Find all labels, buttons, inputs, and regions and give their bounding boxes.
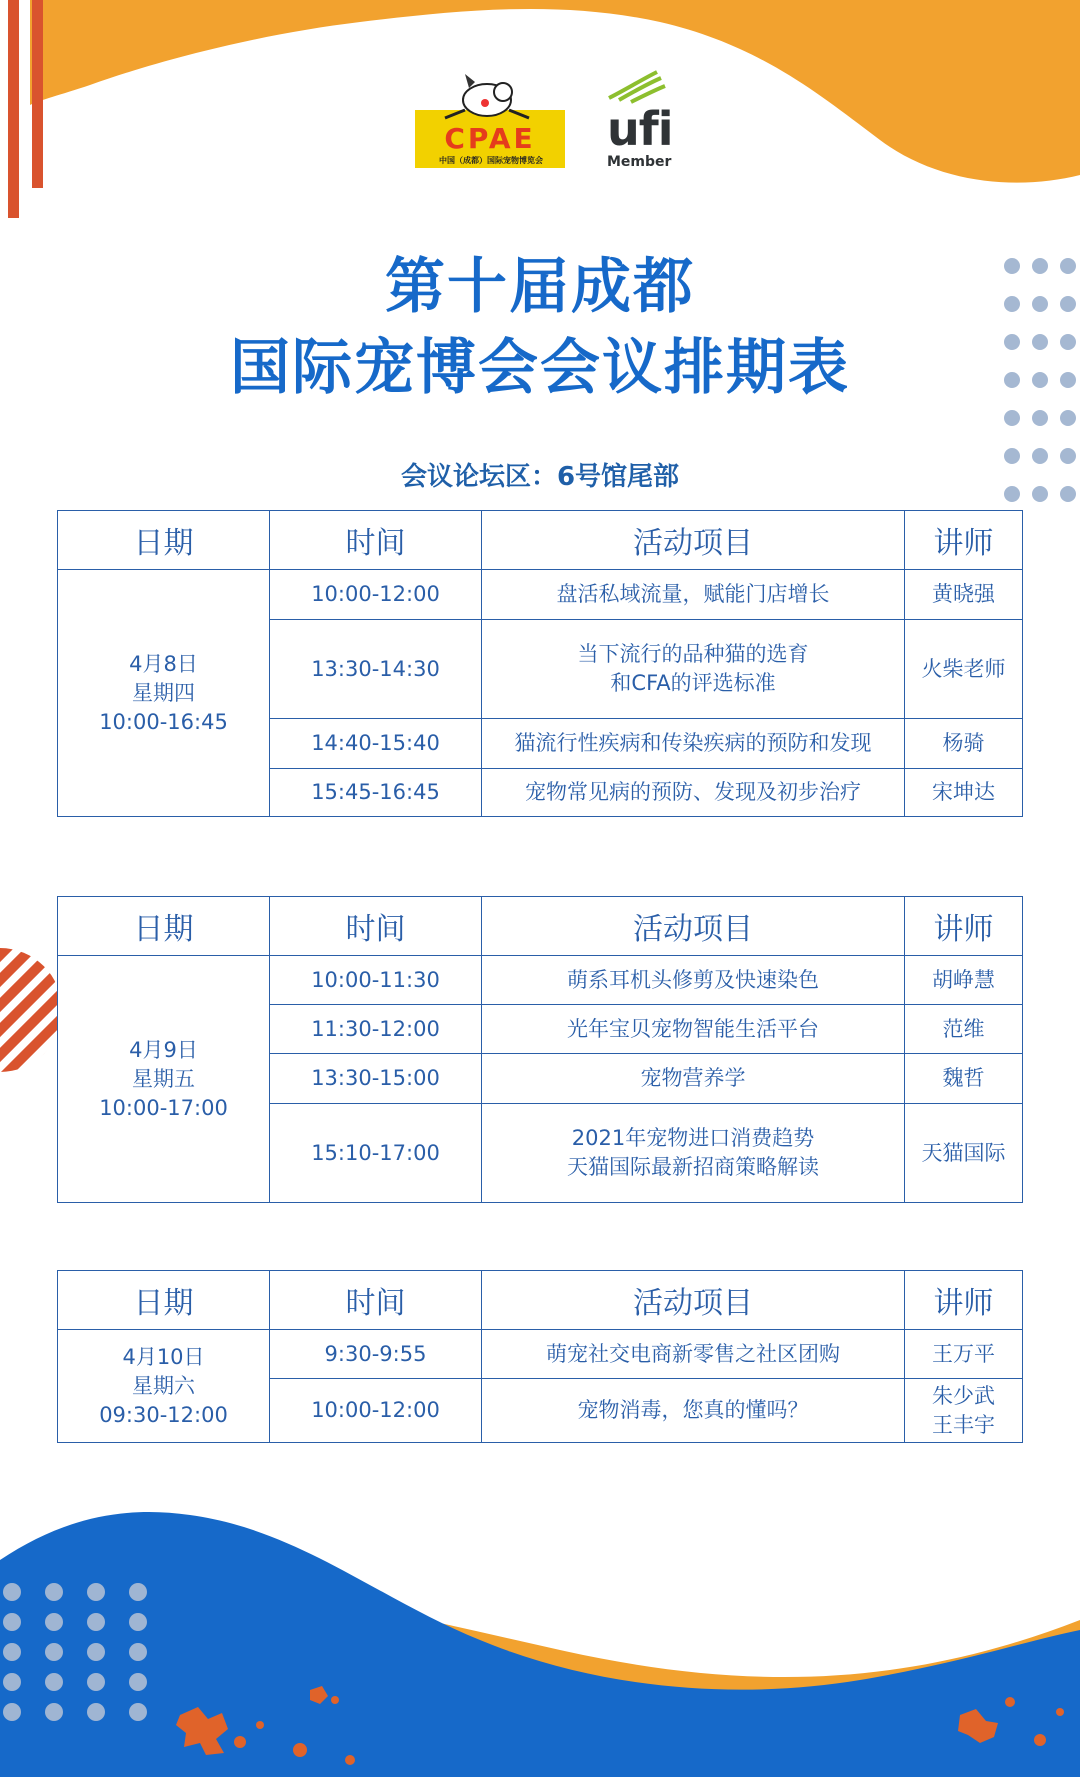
speaker-name: 范维 [942, 1016, 985, 1041]
date-cell [58, 956, 270, 1203]
hours-text: 10:00-16:45 [99, 709, 228, 734]
time-cell: 10:00-11:30 [270, 956, 482, 1005]
time-cell: 15:45-16:45 [270, 769, 482, 817]
bottom-blue-wave [0, 1512, 1080, 1777]
speaker-cell [905, 1330, 1023, 1379]
red-stripe-2 [32, 0, 43, 188]
speaker-cell [905, 1379, 1023, 1443]
header-time: 时间 [270, 897, 482, 956]
ufi-member-text: Member [607, 154, 672, 170]
header-date: 日期 [58, 1271, 270, 1330]
table-row [58, 1330, 1023, 1379]
topic-cell [482, 620, 905, 719]
weekday-text: 星期四 [132, 680, 195, 705]
logo-area [400, 70, 700, 180]
time-cell: 13:30-14:30 [270, 620, 482, 719]
time-cell: 13:30-15:00 [270, 1054, 482, 1104]
header-speaker: 讲师 [905, 897, 1023, 956]
speaker-name: 杨骑 [942, 731, 985, 755]
topic-cell [482, 1104, 905, 1203]
hours-text: 10:00-17:00 [99, 1095, 228, 1120]
table-row [58, 570, 1023, 620]
topic-line: 萌系耳机头修剪及快速染色 [567, 967, 819, 992]
hours-text: 09:30-12:00 [99, 1402, 228, 1427]
date-cell [58, 1330, 270, 1443]
ufi-logo-text: ufi [607, 102, 673, 156]
speaker-cell [905, 1054, 1023, 1104]
topic-line: 和CFA的评选标准 [610, 671, 776, 695]
speaker-name: 胡峥慧 [932, 967, 995, 992]
header-topic: 活动项目 [482, 1271, 905, 1330]
speaker-cell [905, 719, 1023, 769]
topic-cell [482, 1005, 905, 1054]
date-text: 4月8日 [129, 651, 198, 676]
speaker-cell [905, 956, 1023, 1005]
time-cell: 14:40-15:40 [270, 719, 482, 769]
topic-line: 2021年宠物进口消费趋势 [571, 1126, 815, 1150]
header-time: 时间 [270, 511, 482, 570]
time-cell: 10:00-12:00 [270, 1379, 482, 1443]
header-speaker: 讲师 [905, 511, 1023, 570]
speaker-cell [905, 1104, 1023, 1203]
red-stripe-1 [8, 0, 19, 218]
schedule-table-day3 [57, 1270, 1023, 1443]
speaker-name: 朱少武 [932, 1383, 995, 1408]
speaker-cell [905, 570, 1023, 620]
table-header-row [58, 511, 1023, 570]
topic-cell [482, 956, 905, 1005]
page-title-line2: 国际宠博会会议排期表 [230, 333, 850, 403]
header-time: 时间 [270, 1271, 482, 1330]
cpae-caption: 中国（成都）国际宠物博览会 [439, 156, 543, 165]
header-topic: 活动项目 [482, 511, 905, 570]
topic-line: 猫流行性疾病和传染疾病的预防和发现 [514, 731, 872, 755]
table-header-row [58, 897, 1023, 956]
date-cell [58, 570, 270, 817]
topic-line: 天猫国际最新招商策略解读 [567, 1155, 819, 1179]
venue-label: 会议论坛区：6号馆尾部 [400, 462, 680, 492]
table-header-row [58, 1271, 1023, 1330]
date-text: 4月10日 [122, 1344, 205, 1369]
topic-line: 宠物常见病的预防、发现及初步治疗 [525, 780, 861, 804]
header-topic: 活动项目 [482, 897, 905, 956]
speaker-name: 王万平 [932, 1341, 995, 1366]
time-cell: 15:10-17:00 [270, 1104, 482, 1203]
speaker-name: 宋坤达 [932, 780, 995, 804]
speaker-name: 魏哲 [942, 1066, 985, 1090]
weekday-text: 星期五 [132, 1066, 195, 1091]
speaker-name: 黄晓强 [932, 582, 995, 606]
time-cell: 9:30-9:55 [270, 1330, 482, 1379]
topic-cell [482, 719, 905, 769]
speaker-name: 天猫国际 [921, 1140, 1006, 1165]
speaker-cell [905, 1005, 1023, 1054]
topic-cell [482, 769, 905, 817]
topic-cell [482, 1054, 905, 1104]
header-date: 日期 [58, 897, 270, 956]
topic-line: 宠物消毒，您真的懂吗？ [577, 1398, 809, 1422]
page-title-line1: 第十届成都 [385, 252, 695, 322]
time-cell: 10:00-12:00 [270, 570, 482, 620]
topic-line: 当下流行的品种猫的选育 [577, 642, 809, 666]
table-row [58, 956, 1023, 1005]
topic-cell [482, 570, 905, 620]
speaker-name: 火柴老师 [921, 656, 1006, 681]
schedule-table-day2 [57, 896, 1023, 1203]
weekday-text: 星期六 [132, 1373, 195, 1398]
topic-cell [482, 1330, 905, 1379]
topic-line: 盘活私域流量，赋能门店增长 [556, 582, 830, 606]
time-cell: 11:30-12:00 [270, 1005, 482, 1054]
date-text: 4月9日 [129, 1037, 198, 1062]
topic-line: 萌宠社交电商新零售之社区团购 [546, 1341, 840, 1366]
topic-line: 光年宝贝宠物智能生活平台 [567, 1016, 819, 1041]
header-date: 日期 [58, 511, 270, 570]
speaker-cell [905, 620, 1023, 719]
topic-line: 宠物营养学 [640, 1066, 746, 1090]
speaker-name: 王丰宇 [932, 1412, 995, 1437]
cpae-logo-text: CPAE [444, 122, 536, 155]
header-speaker: 讲师 [905, 1271, 1023, 1330]
schedule-table-day1 [57, 510, 1023, 817]
topic-cell [482, 1379, 905, 1443]
speaker-cell [905, 769, 1023, 817]
